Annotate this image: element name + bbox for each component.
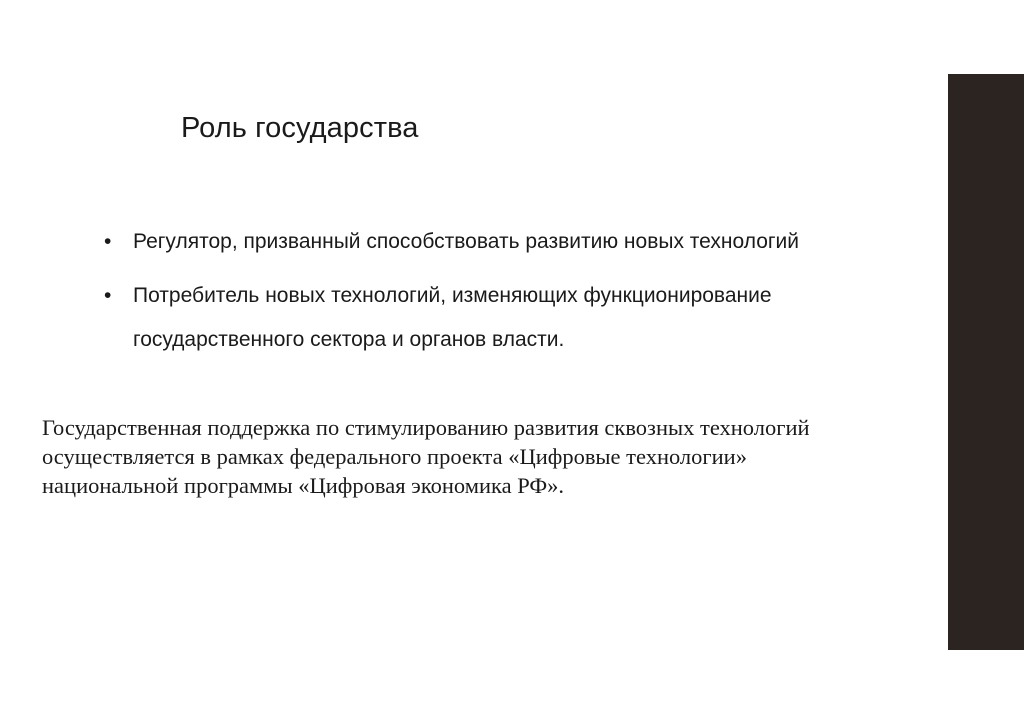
decorative-side-bar	[948, 74, 1024, 650]
bullet-marker: •	[104, 230, 112, 253]
slide-title: Роль государства	[181, 112, 419, 144]
bullet-marker: •	[104, 284, 112, 307]
support-paragraph: Государственная поддержка по стимулированию развития сквозных технологий осуществляется в рамках федерального проекта «Цифровые технологии» национальной программы «Цифровая экономика РФ».	[42, 415, 810, 498]
bullet-text: Потребитель новых технологий, изменяющих функционирование государственного сектора и органов власти.	[133, 284, 772, 351]
bullet-item-consumer	[104, 274, 954, 362]
bullet-list	[104, 220, 954, 372]
bullet-item-regulator	[104, 220, 954, 264]
bullet-text: Регулятор, призванный способствовать развитию новых технологий	[133, 230, 800, 253]
